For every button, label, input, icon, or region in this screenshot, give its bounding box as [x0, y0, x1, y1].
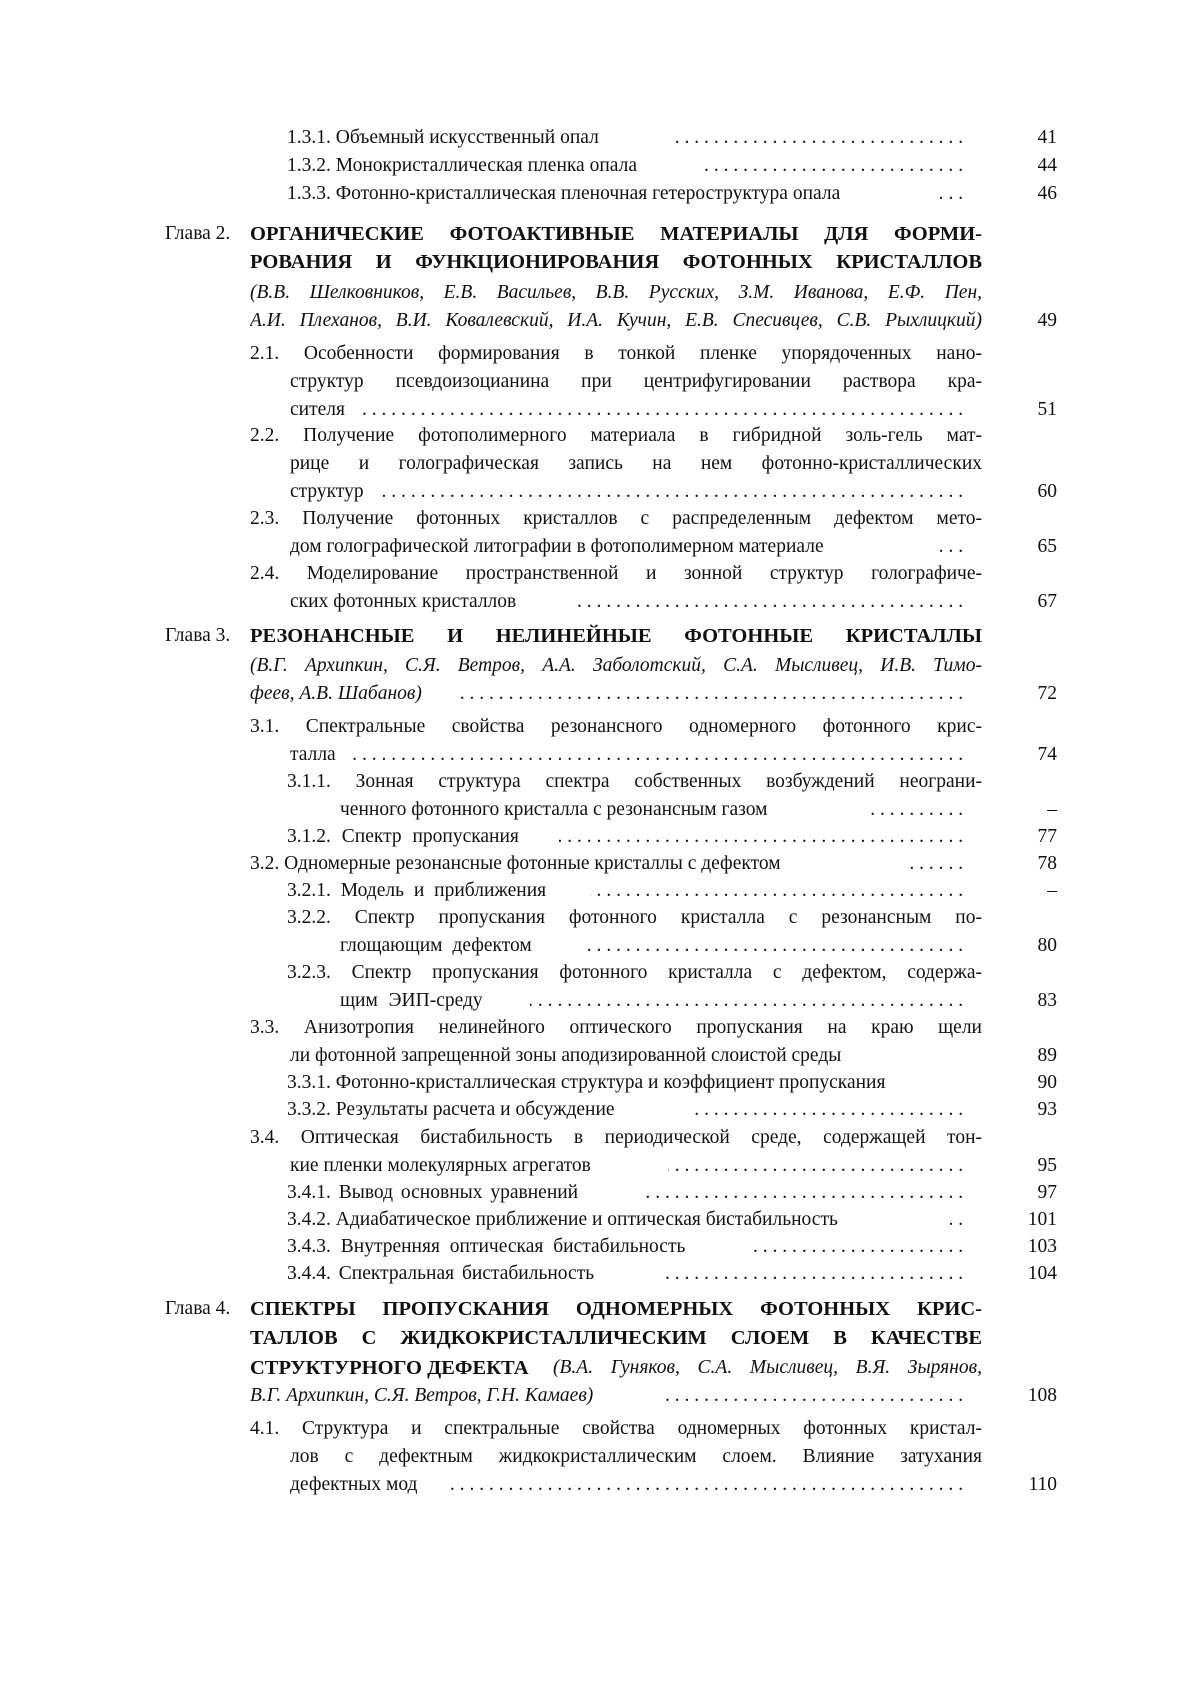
page-number: 97	[990, 1179, 1057, 1207]
toc-entry-label: 3.1.1. Зонная структура спектра собственных возбуждений неограни-	[287, 768, 982, 796]
dot-leader: ..........................................	[555, 823, 968, 851]
chapter-title: СТРУКТУРНОГО ДЕФЕКТА	[250, 1354, 529, 1382]
toc-entry-label: 1.3.2. Монокристаллическая пленка опала	[287, 152, 637, 180]
page-number: 90	[990, 1069, 1057, 1097]
toc-entry-label: рице и голографическая запись на нем фотонно-кристаллических	[290, 450, 982, 478]
toc-entry-label: 3.4.3. Внутренняя оптическая бистабильность	[287, 1233, 685, 1261]
page-number: 51	[990, 396, 1057, 424]
dot-leader: .......................................	[585, 932, 968, 960]
page-number: 67	[990, 588, 1057, 616]
toc-entry-label: 2.2. Получение фотополимерного материала в гибридной золь-гель мат-	[250, 422, 982, 450]
page-number: 103	[990, 1233, 1057, 1261]
dot-leader: ...............................................................	[350, 741, 968, 769]
toc-entry-label: 3.1.2. Спектр пропускания	[287, 823, 519, 851]
chapter-authors: (В.А. Гуняков, С.А. Мысливец, В.Я. Зырянов,	[553, 1354, 982, 1382]
chapter-title: ТАЛЛОВ С ЖИДКОКРИСТАЛЛИЧЕСКИМ СЛОЕМ В КАЧЕСТВЕ	[250, 1324, 982, 1352]
toc-entry-label: 4.1. Структура и спектральные свойства одномерных фотонных кристал-	[250, 1415, 982, 1443]
dot-leader: ....................................................	[460, 680, 968, 708]
chapter-title: РОВАНИЯ И ФУНКЦИОНИРОВАНИЯ ФОТОННЫХ КРИСТАЛЛОВ	[250, 248, 982, 276]
dot-leader: ............................................................	[378, 478, 968, 506]
page-number: 72	[990, 680, 1057, 708]
toc-entry-label: структур псевдоизоцианина при центрифугировании раствора кра-	[290, 368, 982, 396]
dot-leader: ...............................	[660, 1260, 968, 1288]
toc-entry-label: 3.4.2. Адиабатическое приближение и оптическая бистабильность	[287, 1206, 838, 1234]
dot-leader: ..............................	[668, 1152, 968, 1180]
chapter-authors: (В.В. Шелковников, Е.В. Васильев, В.В. Русских, З.М. Иванова, Е.Ф. Пен,	[250, 279, 982, 307]
page-number: –	[990, 877, 1057, 905]
chapter-authors: А.И. Плеханов, В.И. Ковалевский, И.А. Кучин, Е.В. Спесивцев, С.В. Рыхлицкий)	[250, 307, 982, 335]
dot-leader: .................................	[640, 1179, 968, 1207]
toc-entry-label: 2.1. Особенности формирования в тонкой пленке упорядоченных нано-	[250, 340, 982, 368]
page-number: 89	[990, 1042, 1057, 1070]
toc-entry-label: сителя	[290, 396, 345, 424]
dot-leader: ......	[908, 850, 968, 878]
page-number: 80	[990, 932, 1057, 960]
toc-entry-label: 3.4.1. Вывод основных уравнений	[287, 1179, 578, 1207]
toc-entry-label: 3.2.1. Модель и приближения	[287, 877, 546, 905]
dot-leader: ...	[935, 533, 968, 561]
chapter-label: Глава 3.	[165, 622, 230, 650]
toc-entry-label: 3.2.2. Спектр пропускания фотонного кристалла с резонансным по-	[287, 904, 982, 932]
toc-page	[0, 0, 1200, 1694]
page-number: 108	[990, 1382, 1057, 1410]
toc-entry-label: ских фотонных кристаллов	[290, 588, 516, 616]
toc-entry-label: лов с дефектным жидкокристаллическим слоем. Влияние затухания	[290, 1443, 982, 1471]
page-number: –	[990, 796, 1057, 824]
page-number: 44	[990, 152, 1057, 180]
toc-entry-label: 1.3.3. Фотонно-кристаллическая пленочная гетероструктура опала	[287, 180, 840, 208]
page-number: 110	[990, 1471, 1057, 1499]
page-number: 65	[990, 533, 1057, 561]
page-number: 101	[990, 1206, 1057, 1234]
chapter-title: СПЕКТРЫ ПРОПУСКАНИЯ ОДНОМЕРНЫХ ФОТОННЫХ КРИС-	[250, 1295, 982, 1323]
toc-entry-label: дом голографической литографии в фотополимерном материале	[290, 533, 824, 561]
dot-leader: ..............................................................	[360, 396, 968, 424]
toc-entry-label: 3.2. Одномерные резонансные фотонные кристаллы с дефектом	[250, 850, 781, 878]
page-number: 83	[990, 987, 1057, 1015]
toc-entry-label: 3.1. Спектральные свойства резонансного одномерного фотонного крис-	[250, 713, 982, 741]
dot-leader: ..........	[865, 796, 968, 824]
dot-leader: ..	[950, 1206, 968, 1234]
chapter-authors: феев, А.В. Шабанов)	[250, 680, 422, 708]
dot-leader: ..	[940, 180, 968, 208]
page-number: 49	[990, 307, 1057, 335]
toc-entry-label: 3.4.4. Спектральная бистабильность	[287, 1260, 594, 1288]
toc-entry-label: 3.3.1. Фотонно-кристаллическая структура и коэффициент пропускания	[287, 1069, 885, 1097]
page-number: 78	[990, 850, 1057, 878]
dot-leader: ..............................	[666, 1382, 968, 1410]
dot-leader: ............................................	[530, 987, 968, 1015]
chapter-label: Глава 2.	[165, 220, 230, 248]
chapter-authors: (В.Г. Архипкин, С.Я. Ветров, А.А. Заболотский, С.А. Мысливец, И.В. Тимо-	[250, 652, 982, 680]
toc-entry-label: кие пленки молекулярных агрегатов	[290, 1152, 591, 1180]
toc-entry-label: щим ЭИП-среду	[340, 987, 483, 1015]
page-number: 46	[990, 180, 1057, 208]
toc-entry-label: 2.3. Получение фотонных кристаллов с распределенным дефектом мето-	[250, 505, 982, 533]
chapter-label: Глава 4.	[165, 1295, 230, 1323]
page-number: 95	[990, 1152, 1057, 1180]
page-number: 93	[990, 1096, 1057, 1124]
page-number: 41	[990, 124, 1057, 152]
dot-leader: ..............................	[670, 124, 968, 152]
dot-leader: ......................	[752, 1233, 968, 1261]
page-number: 60	[990, 478, 1057, 506]
dot-leader: .....................................................	[448, 1471, 968, 1499]
toc-entry-label: 3.3.2. Результаты расчета и обсуждение	[287, 1096, 615, 1124]
toc-entry-label: глощающим дефектом	[340, 932, 532, 960]
dot-leader: ......................................	[590, 877, 968, 905]
page-number: 74	[990, 741, 1057, 769]
toc-entry-label: дефектных мод	[290, 1471, 417, 1499]
chapter-title: РЕЗОНАНСНЫЕ И НЕЛИНЕЙНЫЕ ФОТОННЫЕ КРИСТАЛЛЫ	[250, 622, 982, 650]
toc-entry-label: талла	[290, 741, 336, 769]
page-number: 104	[990, 1260, 1057, 1288]
toc-entry-label: 3.4. Оптическая бистабильность в периодической среде, содержащей тон-	[250, 1124, 982, 1152]
toc-entry-label: ли фотонной запрещенной зоны аподизированной слоистой среды	[290, 1042, 841, 1070]
toc-entry-label: 1.3.1. Объемный искусственный опал	[287, 124, 599, 152]
dot-leader: ............................	[688, 1096, 968, 1124]
page-number: 77	[990, 823, 1057, 851]
toc-entry-label: структур	[290, 478, 364, 506]
dot-leader: ...........................	[702, 152, 968, 180]
toc-entry-label: ченного фотонного кристалла с резонансным газом	[340, 796, 767, 824]
toc-entry-label: 3.3. Анизотропия нелинейного оптического пропускания на краю щели	[250, 1014, 982, 1042]
dot-leader: ........................................	[572, 588, 968, 616]
chapter-authors: В.Г. Архипкин, С.Я. Ветров, Г.Н. Камаев)	[250, 1382, 593, 1410]
chapter-title: ОРГАНИЧЕСКИЕ ФОТОАКТИВНЫЕ МАТЕРИАЛЫ ДЛЯ ФОРМИ-	[250, 220, 982, 248]
toc-entry-label: 3.2.3. Спектр пропускания фотонного кристалла с дефектом, содержа-	[287, 959, 982, 987]
toc-entry-label: 2.4. Моделирование пространственной и зонной структур голографиче-	[250, 560, 982, 588]
